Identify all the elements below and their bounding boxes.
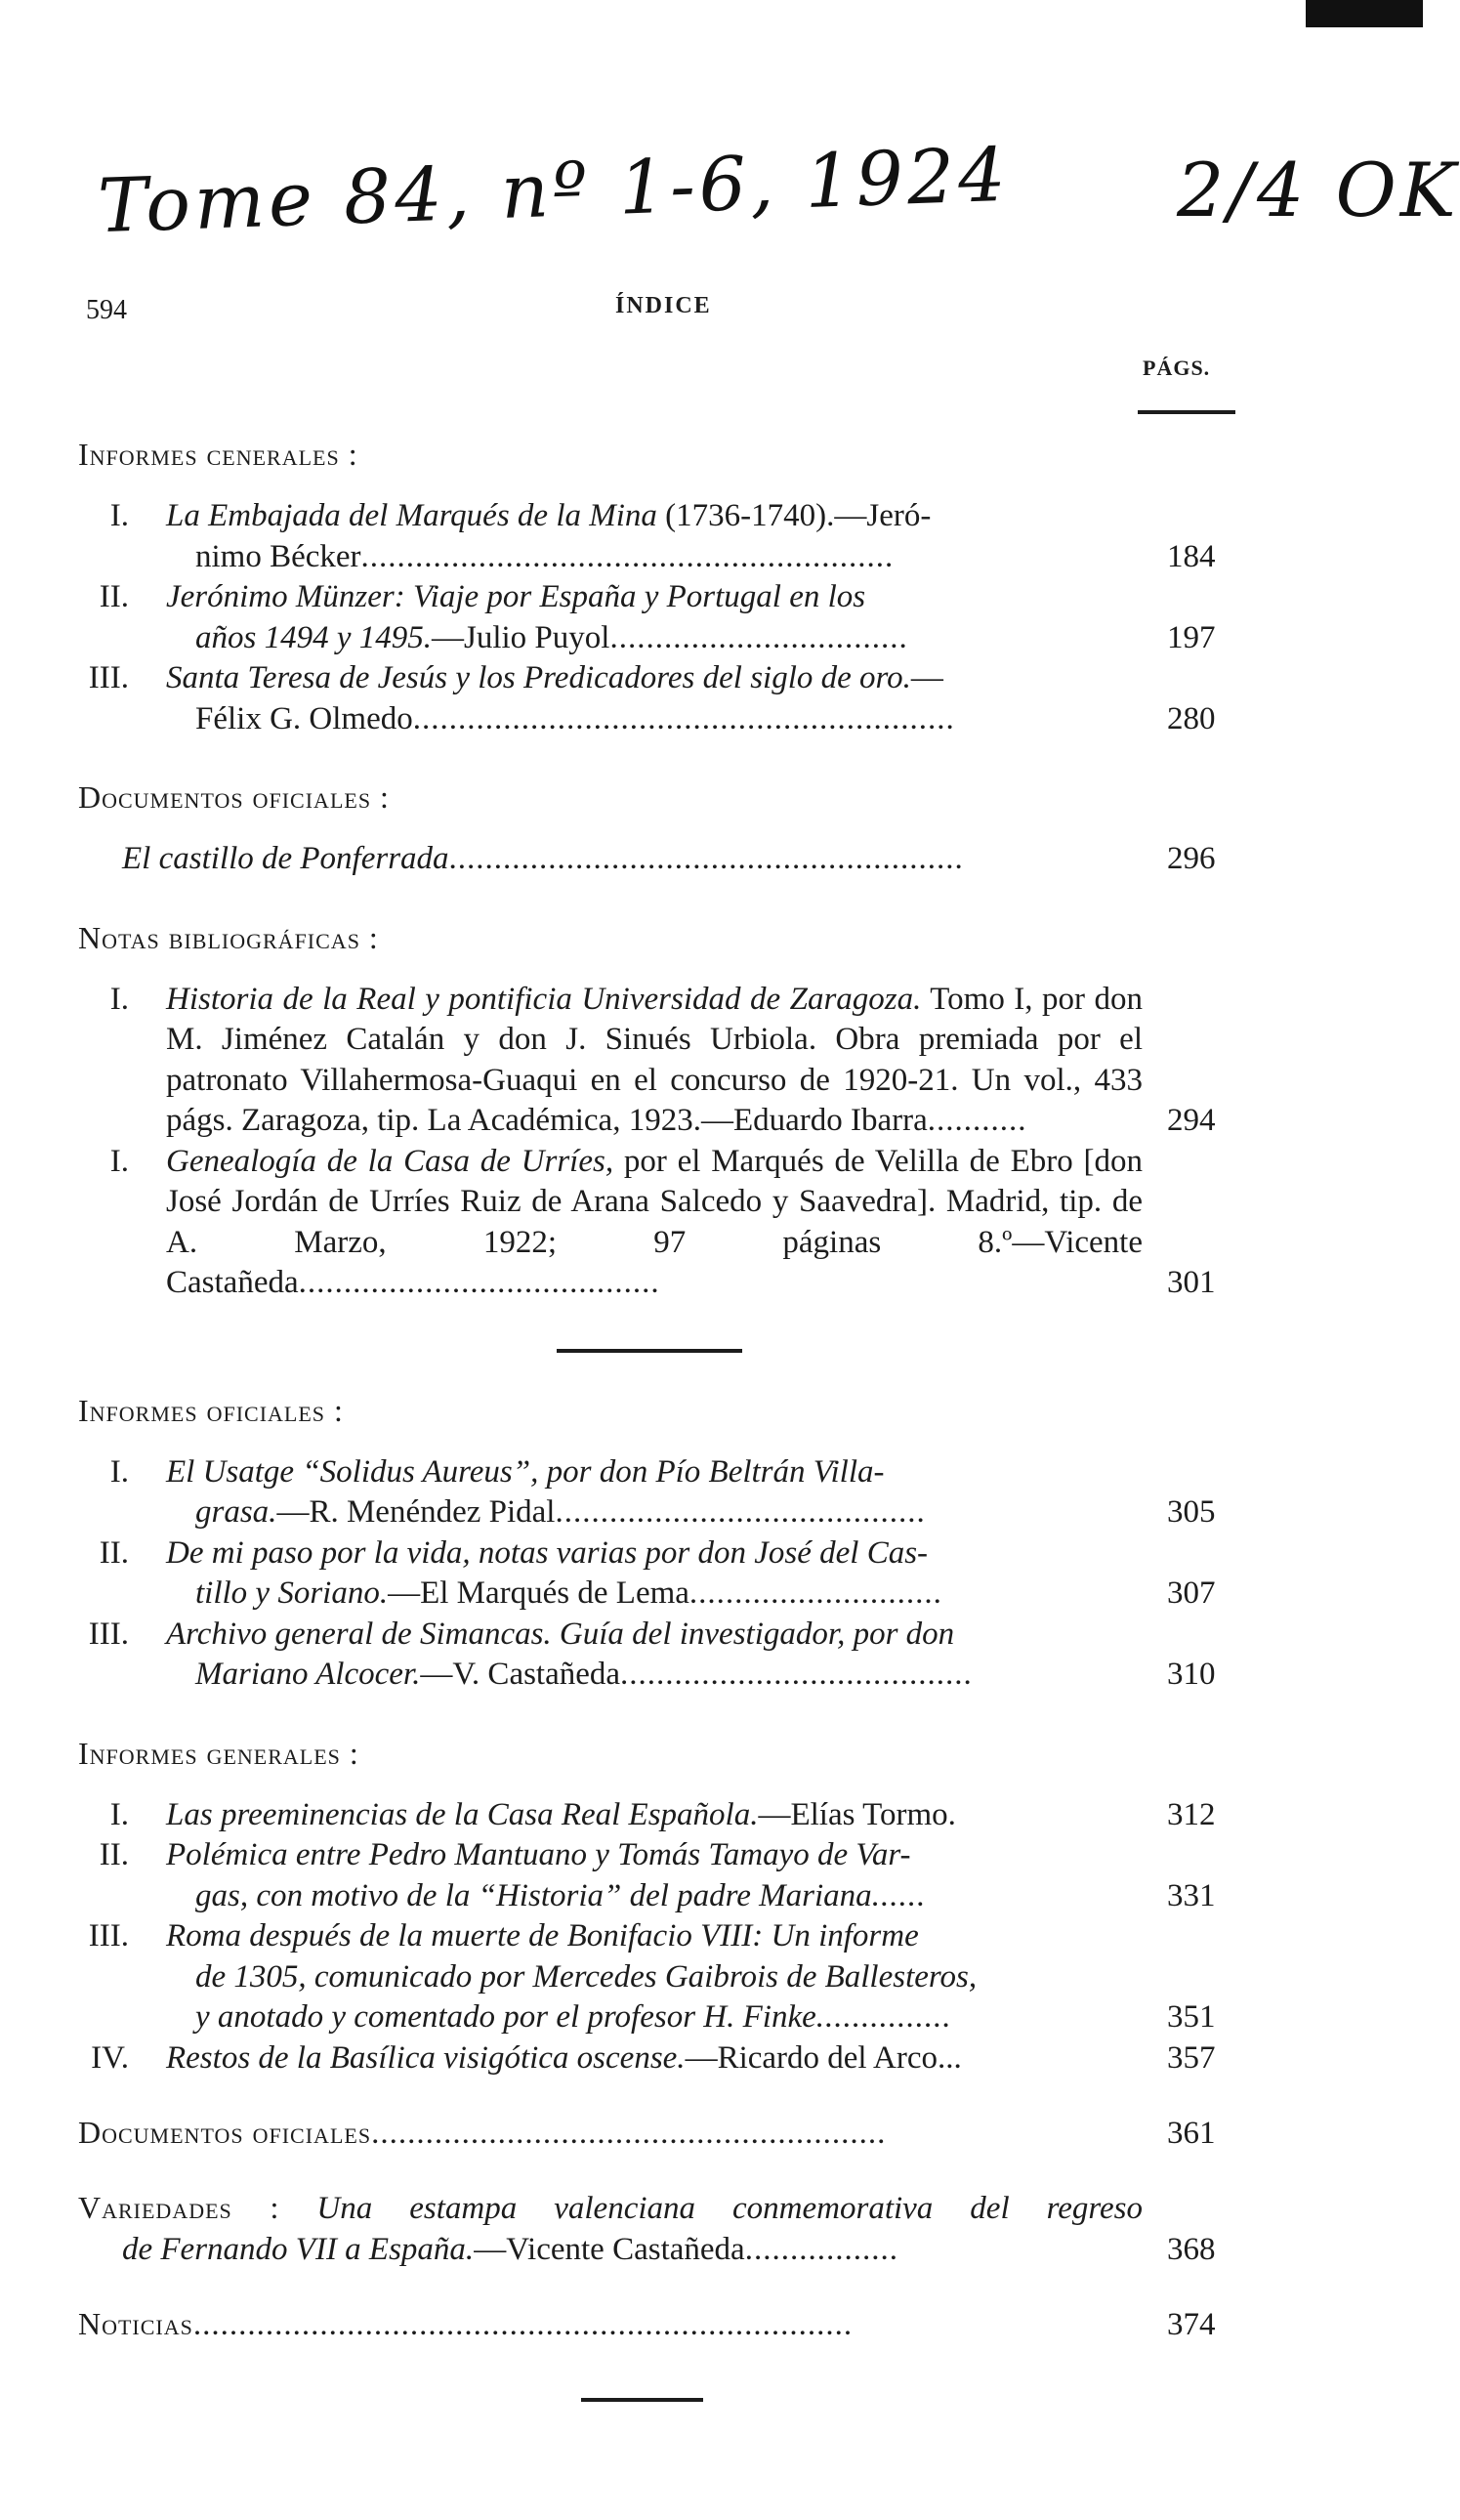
handwritten-check-note: 2/4 OK [1177, 147, 1460, 233]
entry-numeral: I. [109, 981, 129, 1017]
page-number: 594 [86, 295, 127, 325]
table-of-contents [0, 430, 1423, 2402]
entry-author: —V. Castañeda [420, 1657, 621, 1692]
entry-title: Las preeminencias de la Casa Real Española. [166, 1796, 759, 1832]
entry-page: 331 [1167, 1877, 1216, 1913]
entry-title: Genealogía de la Casa de Urríes, [166, 1143, 614, 1179]
entry-page: 361 [1167, 2116, 1216, 2151]
entry-text: Genealogía de la Casa de Urríes, por el Marqués de Velilla de Ebro [don José Jordán de Urríes Ruiz de Arana Salcedo y Saavedra]. Madrid, tip. de A. Marzo, 1922; 97 páginas 8.º—Vicente Castañeda........................................ [166, 1143, 1144, 1300]
toc-entry [0, 1795, 1423, 1836]
entry-page: 305 [1167, 1494, 1216, 1530]
entry-page: 312 [1167, 1796, 1216, 1832]
pages-column-label: PÁGS. [1143, 356, 1211, 380]
section-informes-oficiales [0, 1386, 1423, 1696]
section-variedades [0, 2187, 1423, 2270]
entry-text: De mi paso por la vida, notas varias por don José del Cas- tillo y Soriano.—El Marqués de Lema............................ [166, 1534, 942, 1611]
entry-numeral: I. [109, 498, 129, 533]
entry-text: Roma después de la muerte de Bonifacio VIII: Un informe de 1305, comunicado por Mercedes Gaibrois de Ballesteros, y anotado y comentado por el profesor H. Finke............... [166, 1916, 1143, 2038]
toc-entry [0, 577, 1423, 658]
entry-text [166, 2038, 1143, 2079]
line-label: Variedades : [78, 2190, 280, 2225]
entry-author: —R. Menéndez Pidal [276, 1494, 556, 1530]
toc-entry [0, 496, 1423, 577]
entry-rest: — [910, 660, 943, 695]
entry-title: De mi paso por la vida, notas varias por don José del Cas- [166, 1534, 929, 1571]
entry-title-cont: años 1494 y 1495. [195, 619, 432, 655]
entry-numeral: III. [88, 660, 129, 695]
entry-title: Restos de la Basílica visigótica oscense. [166, 2039, 686, 2076]
entry-title: Archivo general de Simancas. Guía del investigador, por don [166, 1616, 955, 1652]
entry-title: Jerónimo Münzer: Viaje por España y Portugal en los [166, 579, 866, 614]
entry-title: El castillo de Ponferrada [122, 841, 449, 876]
entry-body: por el Marqués de Velilla de Ebro [don José Jordán de Urríes Ruiz de Arana Salcedo y Saavedra]. Madrid, tip. de A. Marzo, 1922; 97 páginas 8.º—Vicente Castañeda [166, 1143, 1144, 1300]
entry-text: El Usatge “Solidus Aureus”, por don Pío Beltrán Villa- grasa.—R. Menéndez Pidal......................................... [166, 1453, 926, 1530]
entry-author: Félix G. Olmedo [195, 700, 413, 736]
section-noticias [0, 2303, 1423, 2345]
entry-rest: —Ricardo del Arco... [685, 2039, 962, 2076]
section-title: Informes oficiales : [78, 1392, 344, 1428]
toc-entry [0, 980, 1423, 1142]
entry-page: 307 [1167, 1575, 1216, 1611]
toc-entry [0, 1835, 1423, 1916]
entry-title: Una estampa valenciana conmemorativa del regreso [316, 2191, 1143, 2226]
entry-rest: —Elías Tormo. [758, 1796, 956, 1832]
end-divider [581, 2398, 703, 2402]
entry-page: 280 [1167, 700, 1216, 736]
entry-text [166, 1795, 1143, 1836]
entry-numeral: III. [88, 1616, 129, 1652]
toc-entry [0, 1452, 1423, 1533]
entry-page: 301 [1167, 1265, 1216, 1300]
entry-text: Historia de la Real y pontificia Universidad de Zaragoza. Tomo I, por don M. Jiménez Catalán y don J. Sinués Urbiola. Obra premiada por el patronato Villahermosa-Guaqui en el concurso de 1920-21. Un vol., 433 págs. Zaragoza, tip. La Académica, 1923.—Eduardo Ibarra........... [166, 981, 1143, 1138]
entry-text: El castillo de Ponferrada......................................................... [122, 841, 964, 876]
entry-numeral: II. [99, 1837, 129, 1872]
section-title: Informes generales : [78, 1735, 359, 1771]
entry-author: nimo Bécker [195, 538, 361, 574]
entry-numeral: II. [99, 1534, 129, 1571]
entry-page: 357 [1167, 2039, 1216, 2076]
entry-page: 197 [1167, 619, 1216, 655]
entry-title: Santa Teresa de Jesús y los Predicadores del siglo de oro. [166, 660, 911, 695]
toc-line-entry: Variedades : Una estampa valenciana conmemorativa del regreso de Fernando VII a España.—Vicente Castañeda................. 368 [78, 2187, 1143, 2270]
toc-entry [0, 839, 1423, 880]
entry-body: Tomo I, por don M. Jiménez Catalán y don J. Sinués Urbiola. Obra premiada por el patronato Villahermosa-Guaqui en el concurso de 1920-21. Un vol., 433 págs. Zaragoza, tip. La Académica, 1923.—Eduardo Ibarra [166, 981, 1143, 1138]
entry-title-cont: Mariano Alcocer. [195, 1657, 421, 1692]
entry-numeral: I. [109, 1143, 129, 1179]
line-label: Noticias [78, 2306, 193, 2341]
entry-title: El Usatge “Solidus Aureus”, por don Pío Beltrán Villa- [166, 1453, 885, 1490]
section-title: Documentos oficiales : [78, 779, 390, 815]
entry-author: —Julio Puyol [432, 619, 610, 655]
entry-numeral: I. [109, 1453, 129, 1490]
entry-page: 294 [1167, 1103, 1216, 1138]
pages-column-rule [1138, 410, 1235, 414]
entry-title-cont: de 1305, comunicado por Mercedes Gaibrois de Ballesteros, [195, 1958, 978, 1995]
entry-numeral: IV. [91, 2039, 129, 2076]
entry-numeral: I. [109, 1796, 129, 1832]
toc-entry [0, 1615, 1423, 1696]
toc-entry [0, 658, 1423, 739]
entry-title: Polémica entre Pedro Mantuano y Tomás Tamayo de Var- [166, 1837, 911, 1872]
entry-title-cont: gas, con motivo de la “Historia” del padre Mariana [195, 1877, 872, 1913]
entry-page: 374 [1167, 2307, 1216, 2342]
entry-page: 296 [1167, 841, 1216, 876]
section-documentos-oficiales [0, 773, 1423, 880]
toc-line-entry: Documentos oficiales......................................................... 361 [78, 2112, 1143, 2154]
section-informes-cenerales [0, 430, 1423, 739]
entry-title: La Embajada del Marqués de la Mina [166, 498, 657, 533]
section-notas-bibliograficas [0, 913, 1423, 1304]
toc-entry [0, 1533, 1423, 1615]
entry-text: Jerónimo Münzer: Viaje por España y Portugal en los años 1494 y 1495.—Julio Puyol................................. [166, 579, 908, 655]
entry-rest: (1736-1740).—Jeró- [656, 498, 932, 533]
entry-title-cont2: y anotado y comentado por el profesor H. Finke [195, 1999, 816, 2035]
section-title: Informes cenerales : [78, 437, 358, 472]
entry-page: 351 [1167, 1999, 1216, 2035]
entry-numeral: III. [88, 1918, 129, 1953]
entry-page: 184 [1167, 538, 1216, 574]
section-title: Notas bibliográficas : [78, 919, 379, 955]
toc-entry [0, 1916, 1423, 2038]
scan-edge-mark [1306, 0, 1423, 27]
section-divider [557, 1349, 742, 1353]
toc-entry [0, 2038, 1423, 2079]
entry-text: La Embajada del Marqués de la Mina (1736-1740).—Jeró- nimo Bécker........................................................... [166, 498, 932, 574]
entry-title-cont: de Fernando VII a España. [122, 2232, 475, 2267]
toc-line-entry: Noticias......................................................................... 374 [78, 2303, 1143, 2345]
entry-title: Roma después de la muerte de Bonifacio VIII: Un informe [166, 1918, 919, 1953]
entry-title-cont: tillo y Soriano. [195, 1575, 389, 1611]
entry-text: Polémica entre Pedro Mantuano y Tomás Tamayo de Var- gas, con motivo de la “Historia” del padre Mariana...... [166, 1837, 927, 1913]
handwritten-volume-note: Tome 84, nº 1-6, 1924 [96, 130, 1012, 250]
entry-text: Santa Teresa de Jesús y los Predicadores del siglo de oro.— Félix G. Olmedo............................................................ [166, 660, 955, 736]
line-label: Documentos oficiales [78, 2115, 372, 2150]
entry-author: —El Marqués de Lema [388, 1575, 689, 1611]
entry-numeral: II. [99, 579, 129, 614]
running-title: ÍNDICE [615, 293, 712, 318]
toc-entry [0, 1142, 1423, 1304]
entry-author: —Vicente Castañeda [474, 2232, 745, 2267]
entry-title: Historia de la Real y pontificia Universidad de Zaragoza. [166, 981, 922, 1017]
entry-page: 368 [1167, 2232, 1216, 2267]
entry-page: 310 [1167, 1657, 1216, 1692]
section-informes-generales [0, 1729, 1423, 2079]
entry-text: Archivo general de Simancas. Guía del investigador, por don Mariano Alcocer.—V. Castañeda....................................... [166, 1616, 973, 1692]
section-documentos-line [0, 2112, 1423, 2154]
entry-title-cont: grasa. [195, 1494, 277, 1530]
